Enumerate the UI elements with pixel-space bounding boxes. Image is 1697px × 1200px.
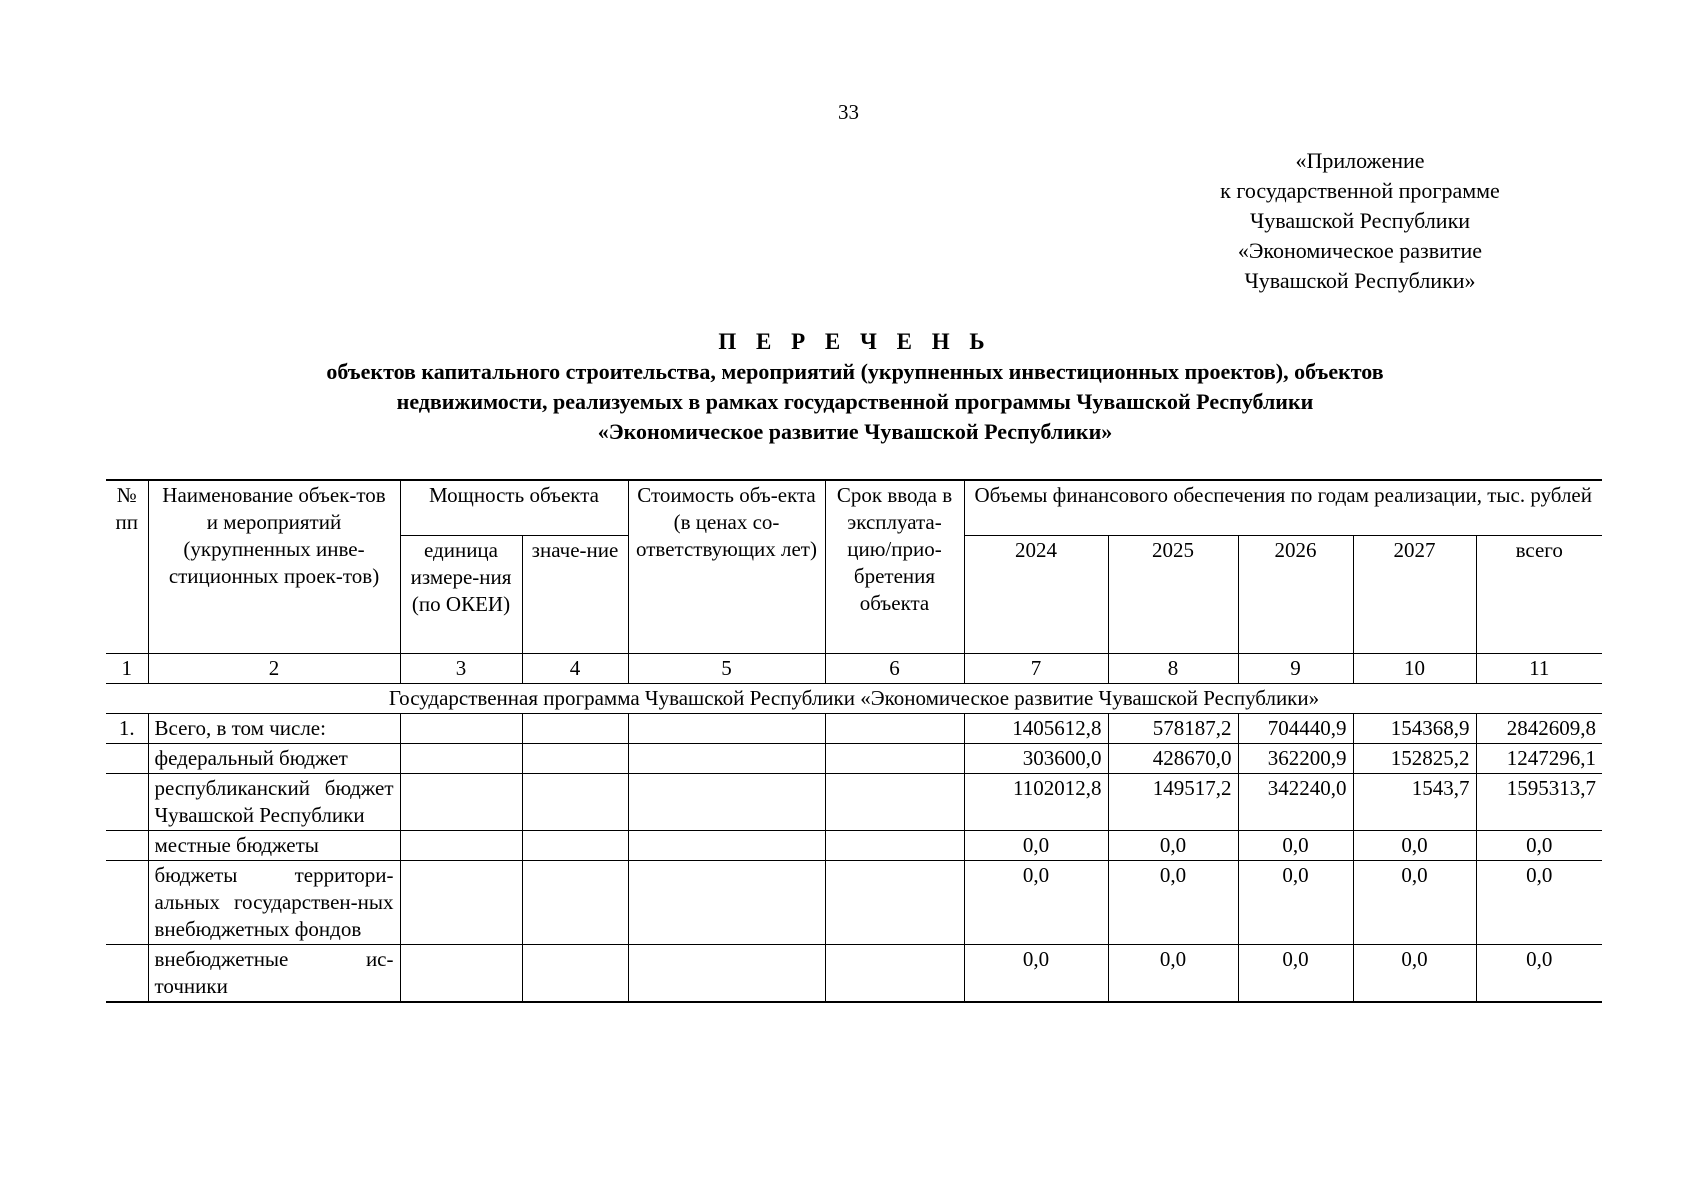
- value-cell: 0,0: [1476, 861, 1602, 945]
- empty-cell: [825, 861, 964, 945]
- value-cell: 149517,2: [1108, 774, 1238, 831]
- value-cell: 2842609,8: [1476, 714, 1602, 744]
- appendix-line: Чувашской Республики: [1249, 208, 1471, 233]
- value-cell: 704440,9: [1238, 714, 1353, 744]
- empty-cell: [522, 714, 628, 744]
- empty-cell: [628, 744, 825, 774]
- column-number-row: [106, 654, 1602, 684]
- header-year-total: всего: [1476, 535, 1602, 653]
- empty-cell: [825, 831, 964, 861]
- program-row: [106, 684, 1602, 714]
- row-num: [106, 831, 148, 861]
- objects-table-wrapper: [106, 479, 1602, 1003]
- empty-cell: [825, 774, 964, 831]
- table-row: [106, 945, 1602, 1003]
- row-num: [106, 744, 148, 774]
- value-cell: 0,0: [964, 945, 1108, 1003]
- row-name: внебюджетные ис-точники: [148, 945, 400, 1003]
- table-row: [106, 744, 1602, 774]
- value-cell: 0,0: [1238, 945, 1353, 1003]
- empty-cell: [400, 714, 522, 744]
- value-cell: 152825,2: [1353, 744, 1476, 774]
- value-cell: 0,0: [1353, 861, 1476, 945]
- empty-cell: [628, 714, 825, 744]
- value-cell: 0,0: [1238, 831, 1353, 861]
- column-number: 6: [825, 654, 964, 684]
- title-line: недвижимости, реализуемых в рамках государственной программы Чувашской Республики: [396, 389, 1314, 414]
- header-year: 2025: [1108, 535, 1238, 653]
- value-cell: 154368,9: [1353, 714, 1476, 744]
- row-name: Всего, в том числе:: [148, 714, 400, 744]
- header-year: 2027: [1353, 535, 1476, 653]
- value-cell: 1595313,7: [1476, 774, 1602, 831]
- row-num: [106, 774, 148, 831]
- header-commission: Срок ввода в эксплуата-цию/прио-бретения объекта: [825, 480, 964, 654]
- empty-cell: [400, 831, 522, 861]
- header-funding: Объемы финансового обеспечения по годам реализации, тыс. рублей: [964, 480, 1602, 535]
- value-cell: 0,0: [1353, 945, 1476, 1003]
- header-year: 2024: [964, 535, 1108, 653]
- column-number: 2: [148, 654, 400, 684]
- value-cell: 1405612,8: [964, 714, 1108, 744]
- table-row: [106, 831, 1602, 861]
- empty-cell: [825, 945, 964, 1003]
- column-number: 1: [106, 654, 148, 684]
- header-year: 2026: [1238, 535, 1353, 653]
- table-row: [106, 861, 1602, 945]
- value-cell: 1247296,1: [1476, 744, 1602, 774]
- table-row: [106, 714, 1602, 744]
- row-name: бюджеты территори-альных государствен-ных внебюджетных фондов: [148, 861, 400, 945]
- value-cell: 0,0: [1108, 861, 1238, 945]
- empty-cell: [522, 945, 628, 1003]
- table-row: [106, 774, 1602, 831]
- value-cell: 428670,0: [1108, 744, 1238, 774]
- empty-cell: [400, 774, 522, 831]
- value-cell: 0,0: [1238, 861, 1353, 945]
- page-number: 33: [838, 100, 859, 124]
- value-cell: 342240,0: [1238, 774, 1353, 831]
- column-number: 3: [400, 654, 522, 684]
- column-number: 10: [1353, 654, 1476, 684]
- header-row: [106, 480, 1602, 535]
- row-name: республиканский бюджет Чувашской Республики: [148, 774, 400, 831]
- row-num: [106, 945, 148, 1003]
- empty-cell: [522, 831, 628, 861]
- column-number: 5: [628, 654, 825, 684]
- value-cell: 0,0: [1108, 831, 1238, 861]
- empty-cell: [522, 861, 628, 945]
- column-number: 8: [1108, 654, 1238, 684]
- title-line: объектов капитального строительства, мероприятий (укрупненных инвестиционных проектов), объектов: [326, 359, 1384, 384]
- empty-cell: [400, 861, 522, 945]
- appendix-note: [1195, 146, 1525, 296]
- empty-cell: [400, 945, 522, 1003]
- column-number: 11: [1476, 654, 1602, 684]
- empty-cell: [400, 744, 522, 774]
- column-number: 9: [1238, 654, 1353, 684]
- header-capacity: Мощность объекта: [400, 480, 628, 535]
- empty-cell: [628, 774, 825, 831]
- empty-cell: [825, 714, 964, 744]
- appendix-line: Чувашской Республики»: [1244, 268, 1476, 293]
- value-cell: 1102012,8: [964, 774, 1108, 831]
- value-cell: 578187,2: [1108, 714, 1238, 744]
- empty-cell: [522, 744, 628, 774]
- document-title: [100, 327, 1610, 447]
- header-num: № пп: [106, 480, 148, 654]
- row-name: федеральный бюджет: [148, 744, 400, 774]
- program-title-cell: Государственная программа Чувашской Республики «Экономическое развитие Чувашской Республики»: [106, 684, 1602, 714]
- title-heading: П Е Р Е Ч Е Н Ь: [718, 329, 992, 354]
- column-number: 4: [522, 654, 628, 684]
- appendix-line: к государственной программе: [1220, 178, 1500, 203]
- row-num: 1.: [106, 714, 148, 744]
- title-line: «Экономическое развитие Чувашской Республики»: [597, 419, 1113, 444]
- header-name: Наименование объек-тов и мероприятий (укрупненных инве-стиционных проек-тов): [148, 480, 400, 654]
- empty-cell: [628, 945, 825, 1003]
- header-unit: единица измере-ния (по ОКЕИ): [400, 535, 522, 653]
- value-cell: 0,0: [1108, 945, 1238, 1003]
- header-cost: Стоимость объ-екта (в ценах со-ответствующих лет): [628, 480, 825, 654]
- objects-table: [106, 479, 1602, 1003]
- value-cell: 0,0: [1476, 831, 1602, 861]
- empty-cell: [522, 774, 628, 831]
- empty-cell: [825, 744, 964, 774]
- value-cell: 0,0: [1353, 831, 1476, 861]
- value-cell: 362200,9: [1238, 744, 1353, 774]
- column-number: 7: [964, 654, 1108, 684]
- value-cell: 0,0: [964, 861, 1108, 945]
- header-value: значе-ние: [522, 535, 628, 653]
- value-cell: 303600,0: [964, 744, 1108, 774]
- value-cell: 0,0: [964, 831, 1108, 861]
- row-num: [106, 861, 148, 945]
- appendix-line: «Экономическое развитие: [1237, 238, 1483, 263]
- empty-cell: [628, 831, 825, 861]
- value-cell: 1543,7: [1353, 774, 1476, 831]
- empty-cell: [628, 861, 825, 945]
- row-name: местные бюджеты: [148, 831, 400, 861]
- appendix-line: «Приложение: [1295, 148, 1425, 173]
- value-cell: 0,0: [1476, 945, 1602, 1003]
